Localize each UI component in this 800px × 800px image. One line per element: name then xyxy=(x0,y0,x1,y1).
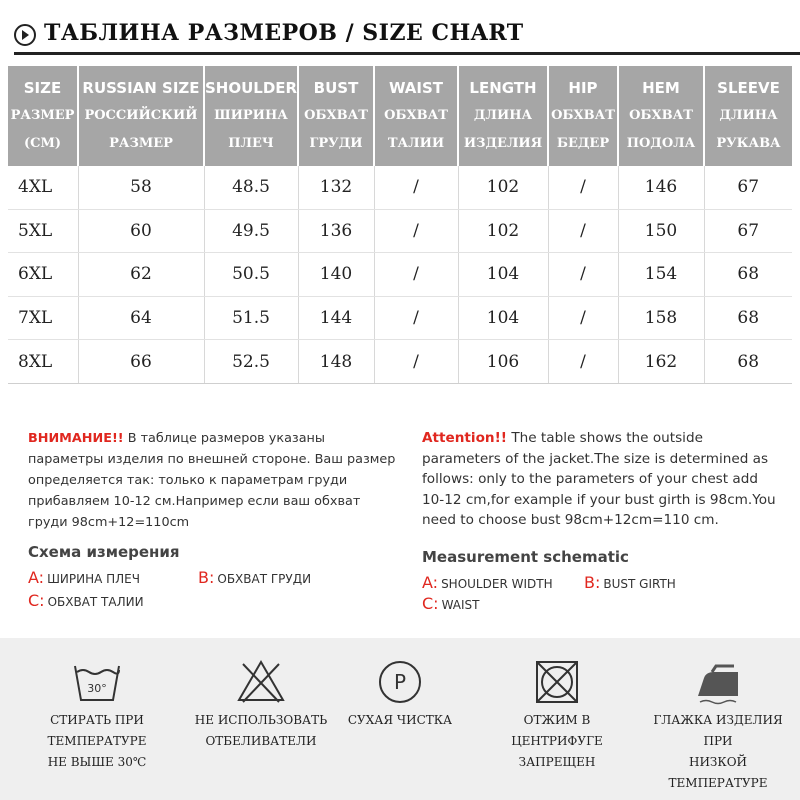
table-cell: 102 xyxy=(458,209,548,253)
russian-note xyxy=(28,428,396,533)
table-cell: / xyxy=(374,166,458,209)
table-row xyxy=(8,253,792,297)
care-label-line2: ОТБЕЛИВАТЕЛИ xyxy=(205,734,317,748)
table-cell: 146 xyxy=(618,166,704,209)
care-label-line1: НЕ ИСПОЛЬЗОВАТЬ xyxy=(194,713,328,727)
table-row xyxy=(8,296,792,340)
no-tumble-dry-icon xyxy=(531,656,583,708)
care-item-iron xyxy=(638,638,798,800)
table-cell: 7XL xyxy=(8,296,78,340)
russian-legend-a: A: ШИРИНА ПЛЕЧ xyxy=(28,568,140,587)
dry-clean-p-icon xyxy=(374,656,426,708)
table-header-row xyxy=(8,66,792,166)
no-bleach-icon xyxy=(235,656,287,708)
care-item-wash xyxy=(17,638,177,800)
table-row xyxy=(8,209,792,253)
svg-text:30°: 30° xyxy=(87,682,107,695)
english-legend-c: C: WAIST xyxy=(422,594,480,613)
russian-note-text: В таблице размеров указаны параметры изделия по внешней стороне. Ваш размер определяется так: только к параметрам груди прибавляем 10-12 см.Например если ваш обхват груди 98cm+12=110cm xyxy=(28,431,396,530)
col-header-hip: HIP ОБХВАТ БЕДЕР xyxy=(548,66,618,166)
table-cell: / xyxy=(374,296,458,340)
table-cell: 62 xyxy=(78,253,204,297)
table-cell: / xyxy=(548,340,618,384)
table-row xyxy=(8,340,792,384)
care-label-line2: ЗАПРЕЩЕН xyxy=(518,755,596,769)
care-instructions xyxy=(0,638,800,800)
table-cell: 64 xyxy=(78,296,204,340)
col-header-length: LENGTH ДЛИНА ИЗДЕЛИЯ xyxy=(458,66,548,166)
table-cell: 140 xyxy=(298,253,374,297)
english-warning: Attention!! xyxy=(422,430,507,446)
care-label-line1: ГЛАЖКА ИЗДЕЛИЯ ПРИ xyxy=(653,713,783,748)
size-table xyxy=(8,66,792,384)
table-cell: 48.5 xyxy=(204,166,298,209)
table-cell: 58 xyxy=(78,166,204,209)
table-cell: / xyxy=(374,253,458,297)
care-item-bleach xyxy=(181,638,341,800)
table-cell: 60 xyxy=(78,209,204,253)
col-header-bust: BUST ОБХВАТ ГРУДИ xyxy=(298,66,374,166)
table-cell: 8XL xyxy=(8,340,78,384)
english-legend-b: B: BUST GIRTH xyxy=(584,573,676,592)
english-schematic-title: Measurement schematic xyxy=(422,548,629,566)
page-title: ТАБЛИНА РАЗМЕРОВ / SIZE CHART xyxy=(44,20,524,46)
table-cell: / xyxy=(548,209,618,253)
table-cell: 67 xyxy=(704,209,792,253)
care-label-line2: НИЗКОЙ ТЕМПЕРАТУРЕ xyxy=(668,755,768,790)
care-label-line2: НЕ ВЫШЕ 30℃ xyxy=(47,755,147,769)
table-cell: / xyxy=(548,253,618,297)
table-cell: 68 xyxy=(704,340,792,384)
table-cell: 154 xyxy=(618,253,704,297)
col-header-hem: HEM ОБХВАТ ПОДОЛА xyxy=(618,66,704,166)
english-legend-a: A: SHOULDER WIDTH xyxy=(422,573,553,592)
table-cell: / xyxy=(374,340,458,384)
table-cell: 104 xyxy=(458,253,548,297)
table-cell: 150 xyxy=(618,209,704,253)
table-cell: 5XL xyxy=(8,209,78,253)
table-cell: 66 xyxy=(78,340,204,384)
col-header-shoulder: SHOULDER ШИРИНА ПЛЕЧ xyxy=(204,66,298,166)
table-cell: 67 xyxy=(704,166,792,209)
table-cell: / xyxy=(548,166,618,209)
table-cell: 49.5 xyxy=(204,209,298,253)
table-cell: 51.5 xyxy=(204,296,298,340)
english-note-text: The table shows the outside parameters of the jacket.The size is determined as follows: only to the parameters of your chest add 10-12 cm,for example if your bust girth is 98cm.You need to choose bust 98cm+12cm=110 cm. xyxy=(422,430,776,528)
col-header-russian-size: RUSSIAN SIZE РОССИЙСКИЙ РАЗМЕР xyxy=(78,66,204,166)
table-cell: 132 xyxy=(298,166,374,209)
iron-low-icon xyxy=(692,656,744,708)
table-cell: 158 xyxy=(618,296,704,340)
table-cell: 144 xyxy=(298,296,374,340)
table-cell: 68 xyxy=(704,296,792,340)
col-header-size: SIZE РАЗМЕР (CM) xyxy=(8,66,78,166)
table-cell: 6XL xyxy=(8,253,78,297)
table-cell: 136 xyxy=(298,209,374,253)
table-cell: 68 xyxy=(704,253,792,297)
table-cell: 102 xyxy=(458,166,548,209)
table-cell: 106 xyxy=(458,340,548,384)
table-cell: 52.5 xyxy=(204,340,298,384)
russian-legend-b: B: ОБХВАТ ГРУДИ xyxy=(198,568,312,587)
care-item-spin xyxy=(477,638,637,800)
table-cell: 162 xyxy=(618,340,704,384)
page-header xyxy=(0,0,800,64)
col-header-sleeve: SLEEVE ДЛИНА РУКАВА xyxy=(704,66,792,166)
care-item-dry-clean xyxy=(320,638,480,800)
header-underline xyxy=(14,52,800,55)
care-label-line1: СУХАЯ ЧИСТКА xyxy=(347,713,453,727)
english-note xyxy=(422,428,782,531)
svg-text:P: P xyxy=(393,670,407,694)
table-cell: / xyxy=(374,209,458,253)
table-cell: / xyxy=(548,296,618,340)
col-header-waist: WAIST ОБХВАТ ТАЛИИ xyxy=(374,66,458,166)
russian-legend-c: C: ОБХВАТ ТАЛИИ xyxy=(28,591,144,610)
table-cell: 104 xyxy=(458,296,548,340)
circle-arrow-icon xyxy=(14,24,36,46)
table-row xyxy=(8,166,792,209)
care-label-line1: ОТЖИМ В ЦЕНТРИФУГЕ xyxy=(511,713,603,748)
care-label-line1: СТИРАТЬ ПРИ ТЕМПЕРАТУРЕ xyxy=(47,713,147,748)
table-cell: 148 xyxy=(298,340,374,384)
wash-30-icon xyxy=(71,656,123,708)
russian-warning: ВНИМАНИЕ!! xyxy=(28,431,124,446)
table-cell: 4XL xyxy=(8,166,78,209)
russian-schematic-title: Схема измерения xyxy=(28,543,180,561)
table-cell: 50.5 xyxy=(204,253,298,297)
